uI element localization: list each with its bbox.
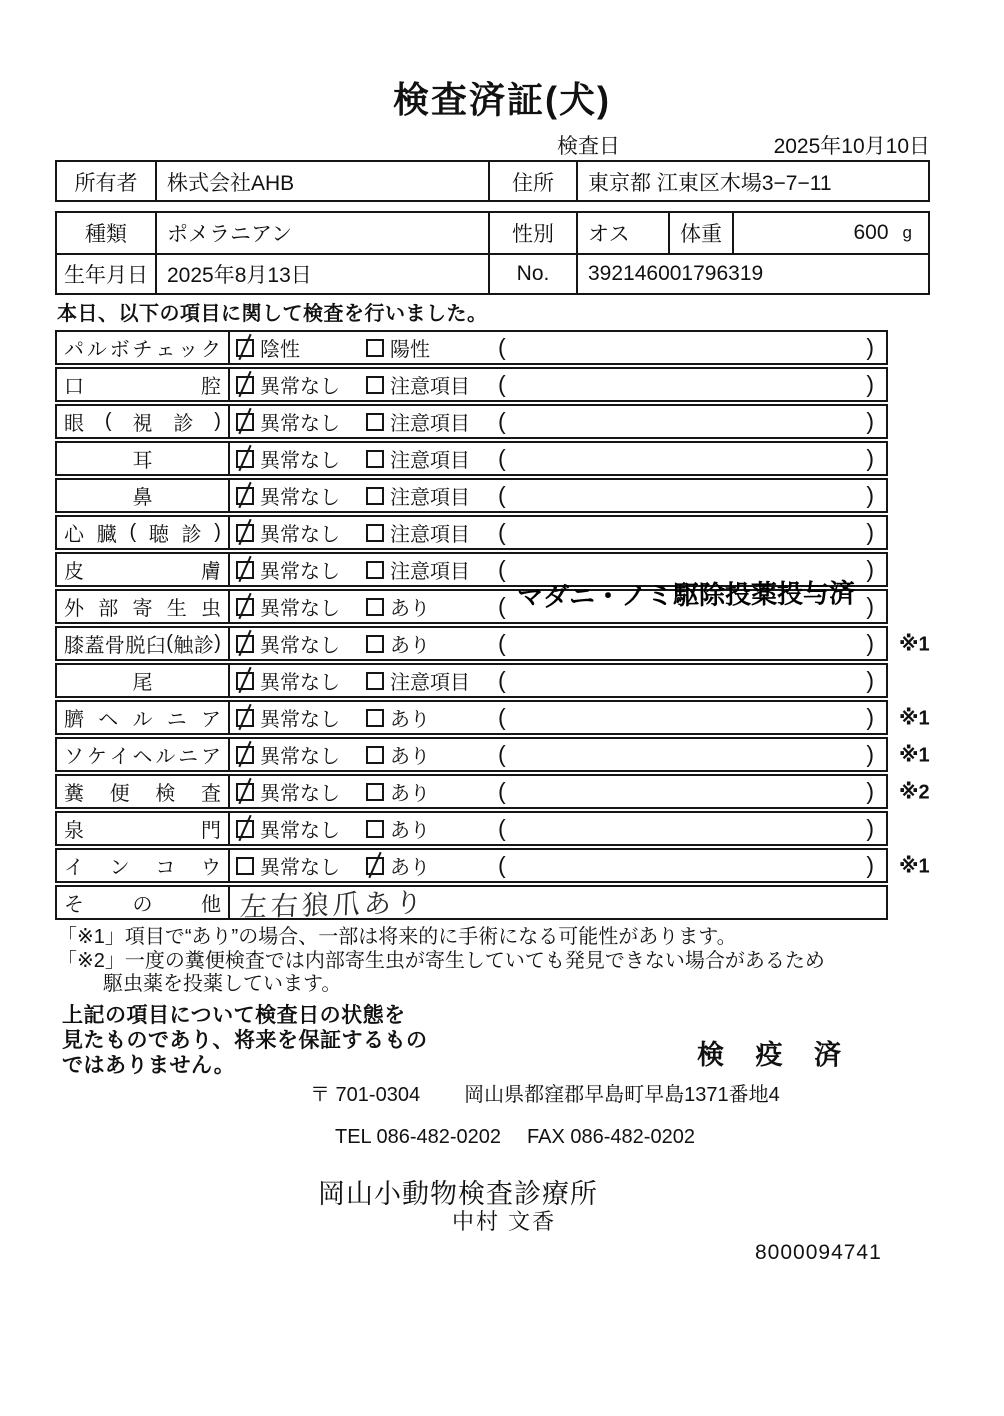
checkbox-checked-icon — [236, 487, 254, 505]
result-option — [366, 628, 430, 659]
result-option — [236, 517, 340, 548]
sex-label-cell: 性別 — [490, 213, 578, 253]
exam-item-char: 虫 — [201, 598, 221, 620]
note-paren-open: ( — [498, 852, 506, 878]
result-option — [236, 443, 340, 474]
no-label-cell: No. — [490, 255, 578, 293]
result-option-label: あり — [390, 746, 430, 768]
exam-item-char: ヘ — [132, 746, 153, 768]
result-option-label: 陽性 — [390, 339, 430, 361]
exam-item-char: の — [132, 894, 153, 916]
exam-item-char: 耳 — [132, 450, 153, 472]
note-paren-close: ) — [866, 667, 874, 693]
note-paren-open: ( — [498, 482, 506, 508]
exam-item-char: 眼 — [64, 413, 84, 435]
note-paren-open: ( — [498, 519, 506, 545]
exam-item-char: 検 — [155, 783, 176, 805]
result-option — [236, 776, 340, 807]
result-option — [236, 702, 340, 733]
checkbox-checked-icon — [236, 783, 254, 801]
exam-item-char: そ — [64, 894, 84, 916]
owner-table — [55, 160, 930, 202]
exam-item-char: 鼻 — [132, 487, 153, 509]
exam-item-char: 視 — [132, 413, 153, 435]
breed-sex-weight-row — [57, 213, 928, 253]
exam-item-char: 膝 — [64, 635, 84, 657]
exam-item-char: ア — [201, 709, 221, 731]
exam-item-char: 口 — [64, 376, 84, 398]
result-option — [366, 850, 430, 881]
exam-item-char: ク — [200, 339, 221, 361]
result-option — [366, 369, 470, 400]
note-paren-open: ( — [498, 741, 506, 767]
note-paren-close: ) — [866, 741, 874, 767]
checkbox-empty-icon — [366, 450, 384, 468]
exam-item-char: ニ — [178, 746, 199, 768]
result-option — [236, 332, 300, 363]
checkbox-checked-icon — [236, 376, 254, 394]
checklist-row — [55, 441, 888, 476]
page-title: 検査済証(犬) — [393, 79, 611, 120]
exam-item-char: 部 — [98, 598, 119, 620]
exam-date-label: 検査日 — [557, 135, 620, 158]
row-body — [230, 665, 886, 696]
exam-item-char: 他 — [201, 894, 221, 916]
clinic-fax: FAX 086-482-0202 — [527, 1126, 695, 1148]
note-paren-close: ) — [866, 778, 874, 804]
result-option-label: 異常なし — [260, 635, 340, 657]
animal-table — [55, 211, 930, 295]
note-paren-open: ( — [498, 408, 506, 434]
birth-no-row — [57, 253, 928, 293]
row-body — [230, 628, 886, 659]
exam-item-label — [57, 332, 230, 363]
exam-item-char: 糞 — [64, 783, 84, 805]
checklist-row — [55, 848, 930, 883]
row-body — [230, 739, 886, 770]
result-option-label: 異常なし — [260, 820, 340, 842]
birth-label-cell: 生年月日 — [57, 255, 157, 293]
note-paren-open: ( — [498, 556, 506, 582]
exam-item-char: ( — [129, 521, 137, 543]
checkbox-checked-icon — [236, 746, 254, 764]
address-value-cell: 東京都 江東区木場3−7−11 — [588, 172, 832, 195]
exam-item-label — [57, 887, 230, 918]
row-body — [230, 776, 886, 807]
exam-item-char: 寄 — [132, 598, 153, 620]
address-label-cell: 住所 — [490, 162, 578, 202]
checklist-row — [55, 515, 888, 550]
checkbox-empty-icon — [366, 820, 384, 838]
exam-item-label — [57, 406, 230, 437]
result-option — [366, 480, 470, 511]
clinic-tel: TEL 086-482-0202 — [335, 1126, 502, 1148]
result-option — [366, 332, 430, 363]
footnote-ref: ※1 — [899, 744, 930, 766]
exam-item-char: 診 — [181, 524, 202, 546]
checkbox-empty-icon — [366, 635, 384, 653]
note-paren-close: ) — [866, 371, 874, 397]
result-option — [236, 813, 340, 844]
result-option-label: あり — [390, 783, 430, 805]
checkbox-checked-icon — [236, 598, 254, 616]
checkbox-checked-icon — [236, 561, 254, 579]
exam-item-char: ) — [214, 521, 221, 543]
clinic-address: 岡山県都窪郡早島町早島1371番地4 — [464, 1084, 780, 1106]
checklist-row — [55, 367, 888, 402]
exam-item-char: 聴 — [148, 524, 169, 546]
result-option — [366, 665, 470, 696]
checkbox-empty-icon — [366, 783, 384, 801]
result-option-label: 異常なし — [260, 709, 340, 731]
disclaimer-paragraph — [62, 1003, 428, 1078]
result-option-label: 異常なし — [260, 746, 340, 768]
checkbox-empty-icon — [366, 561, 384, 579]
note-paren-close: ) — [866, 630, 874, 656]
owner-row — [57, 162, 928, 202]
exam-item-char: 膚 — [201, 561, 221, 583]
exam-item-char: チ — [132, 339, 153, 361]
result-option — [366, 776, 430, 807]
row-body — [230, 480, 886, 511]
checklist-row — [55, 737, 930, 772]
row-body — [230, 517, 886, 548]
checkbox-empty-icon — [366, 524, 384, 542]
result-option-label: 注意項目 — [390, 376, 470, 398]
exam-item-char: 診 — [193, 635, 214, 657]
exam-item-char: 門 — [201, 820, 221, 842]
exam-item-char: 尾 — [132, 672, 153, 694]
checkbox-empty-icon — [366, 746, 384, 764]
result-option — [366, 739, 430, 770]
breed-label-cell: 種類 — [57, 213, 157, 253]
exam-item-char: ニ — [166, 709, 187, 731]
note-paren-close: ) — [866, 815, 874, 841]
checkbox-checked-icon — [236, 820, 254, 838]
exam-item-label — [57, 813, 230, 844]
checkbox-empty-icon — [366, 339, 384, 357]
exam-item-char: ボ — [109, 339, 130, 361]
result-option — [236, 406, 340, 437]
exam-item-char: ル — [86, 339, 107, 361]
note-paren-open: ( — [498, 334, 506, 360]
checklist-row — [55, 626, 930, 661]
note-paren-close: ) — [866, 593, 874, 619]
exam-item-char: ) — [214, 410, 221, 432]
weight-label-cell: 体重 — [670, 213, 734, 253]
result-option — [236, 480, 340, 511]
exam-item-char: ル — [132, 709, 153, 731]
note-paren-close: ) — [866, 482, 874, 508]
note-paren-open: ( — [498, 371, 506, 397]
note-paren-open: ( — [498, 593, 506, 619]
note-paren-close: ) — [866, 852, 874, 878]
footnote-1: 「※1」項目で“あり”の場合、一部は将来的に手術になる可能性があります。 — [57, 926, 737, 948]
spacer — [501, 1126, 527, 1149]
note-paren-open: ( — [498, 704, 506, 730]
checkbox-checked-icon — [236, 524, 254, 542]
checklist-row — [55, 404, 888, 439]
exam-item-char: ェ — [155, 339, 176, 361]
result-option-label: あり — [390, 709, 430, 731]
footnotes — [57, 926, 825, 997]
result-option-label: 異常なし — [260, 487, 340, 509]
checklist-row — [55, 330, 888, 365]
checkbox-checked-icon — [236, 413, 254, 431]
footnote-2: 「※2」一度の糞便検査では内部寄生虫が寄生していても発見できない場合があるため — [57, 949, 825, 972]
note-paren-close: ) — [866, 519, 874, 545]
weight-unit: g — [902, 223, 912, 242]
result-option-label: 異常なし — [260, 450, 340, 472]
exam-item-char: ア — [200, 746, 221, 768]
result-option — [236, 739, 340, 770]
exam-item-char: イ — [64, 857, 84, 879]
result-option — [236, 369, 340, 400]
row-body — [230, 850, 886, 881]
exam-item-label — [57, 665, 230, 696]
checkbox-empty-icon — [366, 413, 384, 431]
exam-item-label — [57, 850, 230, 881]
note-paren-open: ( — [498, 445, 506, 471]
note-paren-close: ) — [866, 445, 874, 471]
weight-value-cell — [734, 213, 928, 253]
row-body — [230, 406, 886, 437]
result-option-label: 陰性 — [260, 339, 300, 361]
result-option-label: 注意項目 — [390, 672, 470, 694]
checkbox-empty-icon — [366, 487, 384, 505]
result-option — [366, 702, 430, 733]
footnote-ref: ※1 — [899, 633, 930, 655]
result-option-label: 異常なし — [260, 857, 340, 879]
note-paren-open: ( — [498, 667, 506, 693]
exam-item-label — [57, 702, 230, 733]
birth-value-cell: 2025年8月13日 — [157, 255, 490, 293]
result-option-label: 注意項目 — [390, 450, 470, 472]
footnote-ref: ※1 — [899, 707, 930, 729]
owner-value-cell: 株式会社AHB — [157, 162, 490, 202]
exam-item-char: 臼 — [145, 635, 166, 657]
exam-item-char: 査 — [200, 783, 221, 805]
exam-item-char: 泉 — [64, 820, 84, 842]
exam-date-value: 2025年10月10日 — [773, 135, 930, 158]
exam-item-char: 皮 — [64, 561, 84, 583]
postal-code: 〒 701-0304 — [310, 1084, 421, 1106]
exam-item-char: 脱 — [125, 635, 146, 657]
footnote-ref: ※1 — [899, 855, 930, 877]
row-body — [230, 443, 886, 474]
result-option-label: あり — [390, 598, 430, 620]
exam-item-char: 便 — [109, 783, 130, 805]
note-paren-open: ( — [498, 778, 506, 804]
result-option-label: 異常なし — [260, 598, 340, 620]
footnote-ref: ※2 — [899, 781, 930, 803]
note-paren-open: ( — [498, 815, 506, 841]
note-paren-close: ) — [866, 334, 874, 360]
exam-item-char: ン — [109, 857, 130, 879]
exam-item-char: 外 — [64, 598, 84, 620]
checkbox-checked-icon — [236, 339, 254, 357]
exam-item-label — [57, 554, 230, 585]
veterinarian-name: 中村 文香 — [452, 1209, 557, 1234]
exam-item-char: 心 — [64, 524, 84, 546]
row-body — [230, 887, 886, 923]
exam-item-char: 腔 — [201, 376, 221, 398]
exam-item-char: ヘ — [98, 709, 119, 731]
result-option-label: あり — [390, 635, 430, 657]
exam-item-char: ソ — [64, 746, 84, 768]
sex-value-cell: オス — [578, 213, 670, 253]
checklist-row — [55, 700, 930, 735]
note-paren-close: ) — [866, 556, 874, 582]
result-option-label: 異常なし — [260, 783, 340, 805]
checkbox-checked-icon — [236, 635, 254, 653]
checkbox-empty-icon — [366, 376, 384, 394]
checklist-row — [55, 663, 888, 698]
exam-item-label — [57, 443, 230, 474]
exam-item-char: 臓 — [96, 524, 117, 546]
exam-item-char: コ — [155, 857, 176, 879]
exam-date-line — [557, 130, 930, 160]
result-option — [236, 554, 340, 585]
checkbox-checked-icon — [236, 672, 254, 690]
exam-item-char: 診 — [173, 413, 194, 435]
result-option — [236, 850, 340, 881]
result-option — [236, 665, 340, 696]
result-option — [366, 517, 470, 548]
disclaimer-line-3: ではありません。 — [62, 1054, 236, 1077]
exam-item-char: ( — [166, 632, 173, 654]
checkbox-checked-icon — [366, 857, 384, 875]
owner-label-cell: 所有者 — [57, 162, 157, 202]
exam-item-label — [57, 517, 230, 548]
result-option-label: あり — [390, 857, 430, 879]
exam-item-char: 臍 — [64, 709, 84, 731]
checkbox-empty-icon — [366, 709, 384, 727]
serial-number: 8000094741 — [755, 1241, 882, 1264]
checkbox-empty-icon — [236, 857, 254, 875]
result-option-label: 注意項目 — [390, 524, 470, 546]
exam-item-char: 生 — [166, 598, 187, 620]
result-option — [366, 406, 470, 437]
exam-item-char: 触 — [173, 635, 194, 657]
checkbox-empty-icon — [366, 598, 384, 616]
disclaimer-line-2: 見たものであり、将来を保証するもの — [62, 1029, 428, 1052]
checkbox-empty-icon — [366, 672, 384, 690]
checkbox-checked-icon — [236, 450, 254, 468]
spacer — [420, 1078, 464, 1107]
exam-item-char: 蓋 — [84, 635, 105, 657]
result-option — [366, 591, 430, 622]
checklist-table — [55, 330, 930, 923]
note-paren-close: ) — [866, 704, 874, 730]
result-option-label: 異常なし — [260, 413, 340, 435]
checklist-row — [55, 774, 930, 809]
result-option — [366, 443, 470, 474]
exam-item-char: イ — [109, 746, 130, 768]
result-option-label: 異常なし — [260, 524, 340, 546]
checklist-row — [55, 811, 888, 846]
row-body — [230, 369, 886, 400]
result-option-label: 注意項目 — [390, 487, 470, 509]
no-value-cell: 392146001796319 — [588, 262, 764, 285]
clinic-tel-line — [335, 1126, 695, 1149]
row-body — [230, 813, 886, 844]
quarantine-passed-stamp: 検 疫 済 — [697, 1040, 854, 1070]
exam-item-char: ッ — [178, 339, 199, 361]
medication-stamp-text: マダニ・ノミ駆除投薬投与済 — [516, 577, 856, 613]
checklist-row — [55, 885, 888, 923]
exam-item-label — [57, 480, 230, 511]
weight-value: 600 — [853, 221, 889, 244]
result-option-label: 注意項目 — [390, 561, 470, 583]
result-option — [366, 813, 430, 844]
exam-item-label — [57, 369, 230, 400]
exam-item-char: ) — [214, 632, 221, 654]
clinic-postal-line — [310, 1078, 780, 1107]
result-option-label: あり — [390, 820, 430, 842]
disclaimer-line-1: 上記の項目について検査日の状態を — [62, 1004, 406, 1027]
exam-item-char: ウ — [200, 857, 221, 879]
clinic-name: 岡山小動物検査診療所 — [318, 1179, 598, 1209]
exam-item-char: ( — [104, 410, 112, 432]
checkbox-checked-icon — [236, 709, 254, 727]
row-body — [230, 702, 886, 733]
breed-value-cell: ポメラニアン — [157, 213, 490, 253]
result-option-label: 異常なし — [260, 672, 340, 694]
checklist-row — [55, 478, 888, 513]
exam-item-char: 骨 — [104, 635, 125, 657]
exam-item-label — [57, 739, 230, 770]
handwritten-note: 左右狼爪あり — [239, 887, 427, 923]
result-option — [236, 591, 340, 622]
exam-item-label — [57, 591, 230, 622]
note-paren-close: ) — [866, 408, 874, 434]
exam-item-label — [57, 628, 230, 659]
footnote-2-continued: 駆虫薬を投薬しています。 — [103, 973, 342, 995]
exam-item-char: パ — [64, 339, 84, 361]
exam-item-label — [57, 776, 230, 807]
exam-item-char: ル — [155, 746, 176, 768]
result-option-label: 注意項目 — [390, 413, 470, 435]
intro-sentence: 本日、以下の項目に関して検査を行いました。 — [57, 303, 488, 325]
note-paren-open: ( — [498, 630, 506, 656]
result-option — [236, 628, 340, 659]
result-option-label: 異常なし — [260, 561, 340, 583]
row-body — [230, 332, 886, 363]
exam-item-char: ケ — [86, 746, 107, 768]
result-option-label: 異常なし — [260, 376, 340, 398]
result-option — [366, 554, 470, 585]
